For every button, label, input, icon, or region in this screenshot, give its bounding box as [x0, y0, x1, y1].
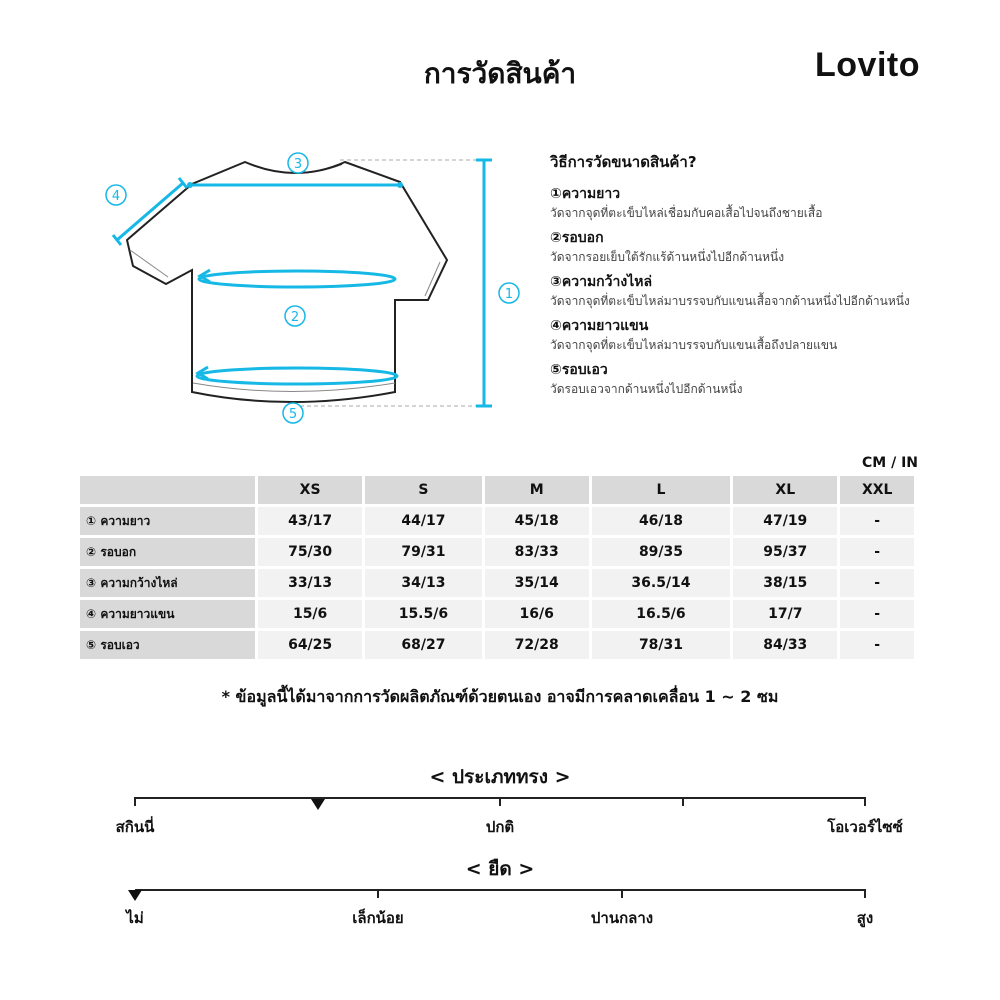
measurement-instructions: [550, 150, 970, 404]
svg-text:1: 1: [504, 287, 514, 302]
stretch-marker-icon: [128, 890, 142, 901]
fit-tick: [682, 797, 684, 806]
table-cell: 15/6: [258, 600, 362, 628]
svg-text:2: 2: [290, 310, 300, 325]
column-header: S: [365, 476, 481, 504]
table-row: [80, 569, 914, 597]
table-cell: 68/27: [365, 631, 481, 659]
instruction-item: [550, 184, 970, 222]
table-cell: 43/17: [258, 507, 362, 535]
instruction-head: ③ความกว้างไหล่: [550, 274, 653, 290]
instruction-head: ②รอบอก: [550, 230, 604, 246]
stretch-tick: [377, 889, 379, 898]
table-row: [80, 538, 914, 566]
instruction-item: [550, 228, 970, 266]
fit-label: ปกติ: [485, 818, 515, 836]
marker-shoulder: [288, 153, 308, 173]
stretch-scale-title: < ยืด >: [465, 858, 535, 880]
table-cell: 75/30: [258, 538, 362, 566]
column-header: L: [592, 476, 730, 504]
stretch-label: ปานกลาง: [590, 909, 654, 927]
row-label: ② รอบอก: [80, 538, 255, 566]
table-cell: 47/19: [733, 507, 837, 535]
fit-marker-icon: [311, 799, 325, 810]
table-cell: 17/7: [733, 600, 837, 628]
marker-chest: [285, 306, 305, 326]
stretch-tick: [864, 889, 866, 898]
marker-sleeve: [106, 185, 126, 205]
instruction-item: [550, 316, 970, 354]
svg-text:4: 4: [111, 189, 121, 204]
table-row: [80, 507, 914, 535]
instruction-desc: วัดจากจุดที่ตะเข็บไหล่เชื่อมกับคอเสื้อไปจนถึงชายเสื้อ: [550, 206, 823, 220]
table-cell: 46/18: [592, 507, 730, 535]
measurement-note: * ข้อมูลนี้ได้มาจากการวัดผลิตภัณฑ์ด้วยตนเอง อาจมีการคลาดเคลื่อน 1 ~ 2 ซม: [221, 687, 779, 706]
table-cell: 45/18: [485, 507, 589, 535]
fit-label: สกินนี่: [115, 818, 155, 836]
table-cell: 44/17: [365, 507, 481, 535]
column-header: XL: [733, 476, 837, 504]
instruction-desc: วัดจากจุดที่ตะเข็บไหล่มาบรรจบกับแขนเสื้อจากด้านหนึ่งไปอีกด้านหนึ่ง: [550, 294, 910, 308]
row-label: ④ ความยาวแขน: [80, 600, 255, 628]
instruction-desc: วัดจากจุดที่ตะเข็บไหล่มาบรรจบกับแขนเสื้อถึงปลายแขน: [550, 338, 838, 352]
table-cell: 83/33: [485, 538, 589, 566]
table-cell: 36.5/14: [592, 569, 730, 597]
stretch-label: สูง: [856, 909, 874, 927]
table-cell: 79/31: [365, 538, 481, 566]
instruction-head: ①ความยาว: [550, 186, 621, 202]
row-label: ① ความยาว: [80, 507, 255, 535]
size-table: [77, 473, 917, 662]
table-cell: 72/28: [485, 631, 589, 659]
fit-tick: [864, 797, 866, 806]
brand-logo: Lovito: [815, 46, 920, 84]
instruction-desc: วัดจากรอยเย็บใต้รักแร้ด้านหนึ่งไปอีกด้านหนึ่ง: [550, 250, 785, 264]
table-cell: 38/15: [733, 569, 837, 597]
table-cell: 33/13: [258, 569, 362, 597]
stretch-scale-line: [135, 889, 865, 891]
fit-label: โอเวอร์ไซซ์: [827, 818, 903, 836]
table-cell: 16.5/6: [592, 600, 730, 628]
table-header-row: [80, 476, 914, 504]
column-header: M: [485, 476, 589, 504]
svg-text:5: 5: [288, 407, 298, 422]
column-header: XXL: [840, 476, 914, 504]
instruction-desc: วัดรอบเอวจากด้านหนึ่งไปอีกด้านหนึ่ง: [550, 382, 743, 396]
table-corner: [80, 476, 255, 504]
tshirt-outline: [127, 162, 447, 402]
table-cell: 15.5/6: [365, 600, 481, 628]
table-cell: 16/6: [485, 600, 589, 628]
table-cell: 78/31: [592, 631, 730, 659]
table-row: [80, 631, 914, 659]
table-cell: -: [840, 569, 914, 597]
instruction-head: ⑤รอบเอว: [550, 362, 608, 378]
page-title: การวัดสินค้า: [423, 57, 577, 90]
table-cell: 35/14: [485, 569, 589, 597]
instruction-head: ④ความยาวแขน: [550, 318, 649, 334]
column-header: XS: [258, 476, 362, 504]
table-cell: 95/37: [733, 538, 837, 566]
fit-tick: [134, 797, 136, 806]
row-label: ⑤ รอบเอว: [80, 631, 255, 659]
stretch-label: ไม่: [126, 909, 144, 927]
table-cell: 64/25: [258, 631, 362, 659]
row-label: ③ ความกว้างไหล่: [80, 569, 255, 597]
svg-text:3: 3: [293, 157, 303, 172]
table-cell: 34/13: [365, 569, 481, 597]
instruction-item: [550, 360, 970, 398]
table-cell: -: [840, 600, 914, 628]
table-cell: 84/33: [733, 631, 837, 659]
table-cell: -: [840, 507, 914, 535]
instructions-title: วิธีการวัดขนาดสินค้า?: [550, 153, 697, 171]
stretch-label: เล็กน้อย: [352, 909, 404, 927]
tshirt-measurement-diagram: [95, 145, 525, 430]
fit-tick: [499, 797, 501, 806]
table-row: [80, 600, 914, 628]
table-cell: -: [840, 538, 914, 566]
marker-length: [499, 283, 519, 303]
stretch-tick: [621, 889, 623, 898]
fit-scale-title: < ประเภททรง >: [429, 766, 571, 788]
table-cell: 89/35: [592, 538, 730, 566]
unit-label: CM / IN: [862, 455, 918, 471]
marker-waist: [283, 403, 303, 423]
table-cell: -: [840, 631, 914, 659]
instruction-item: [550, 272, 970, 310]
